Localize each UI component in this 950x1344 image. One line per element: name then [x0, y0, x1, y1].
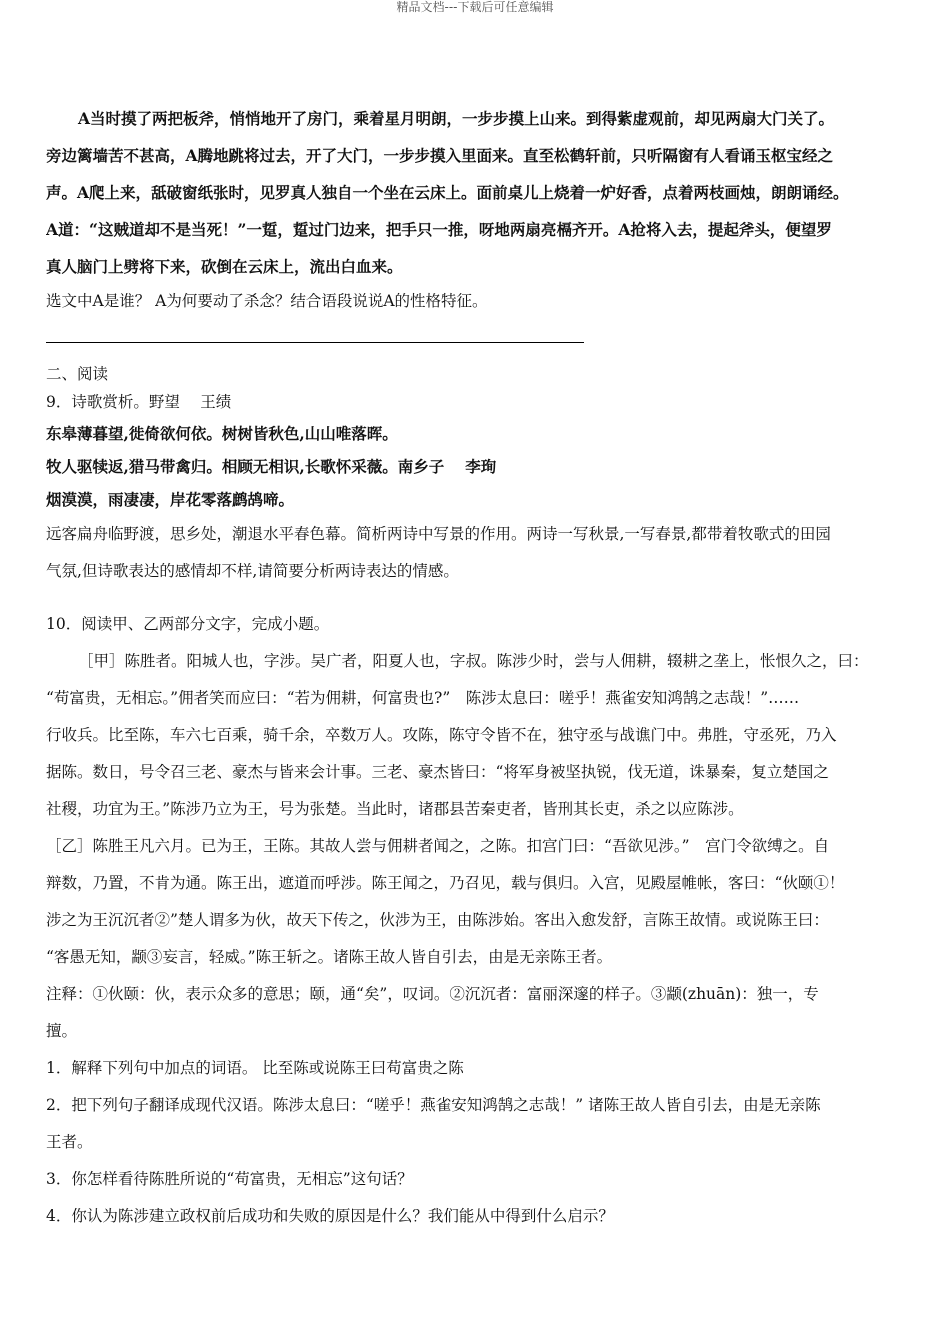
passage-a [46, 100, 908, 318]
yi-line: ［乙］陈胜王凡六月。已为王，王陈。其故人尝与佣耕者闻之，之陈。扣宫门曰：“吾欲见涉。” 宫门令欲缚之。自 [46, 837, 830, 855]
poem-line: 远客扁舟临野渡，思乡处，潮退水平春色幕。简析两诗中写景的作用。两诗一写秋景,一写春景,都带着牧歌式的田园 [46, 525, 831, 543]
poem-line: 东皋薄暮望,徙倚欲何依。树树皆秋色,山山唯落晖。 [46, 424, 398, 443]
subquestion: 2．把下列句子翻译成现代汉语。陈涉太息曰：“嗟乎！燕雀安知鸿鹄之志哉！” 诸陈王故人皆自引去，由是无亲陈 [46, 1096, 821, 1114]
subquestion: 4．你认为陈涉建立政权前后成功和失败的原因是什么？我们能从中得到什么启示？ [46, 1207, 614, 1225]
document-body [46, 100, 908, 1235]
question-a: 选文中A是谁？ A为何要动了杀念？结合语段说说A的性格特征。 [46, 292, 488, 310]
section-heading: 二、阅读 [46, 365, 109, 383]
passage-line: 真人脑门上劈将下来，砍倒在云床上，流出白血来。 [46, 257, 403, 276]
poem-line: 牧人驱犊返,猎马带禽归。相顾无相识,长歌怀采薇。南乡子 李珣 [46, 457, 497, 476]
poem-line: 气氛,但诗歌表达的感情却不样,请简要分析两诗表达的情感。 [46, 562, 459, 580]
passage-line: A当时摸了两把板斧，悄悄地开了房门，乘着星月明朗，一步步摸上山来。到得紫虚观前，却见两扇大门关了。 [78, 109, 835, 128]
q9-title: 9．诗歌赏析。野望 王绩 [46, 393, 232, 411]
yi-line: “客愚无知，颛③妄言，轻威。”陈王斩之。诸陈王故人皆自引去，由是无亲陈王者。 [46, 948, 613, 966]
section-reading [46, 361, 908, 1235]
poem-line: 烟漠漠，雨凄凄，岸花零落鹧鸪啼。 [46, 490, 295, 509]
subquestion: 3．你怎样看待陈胜所说的“苟富贵，无相忘”这句话？ [46, 1170, 413, 1188]
subquestion: 1．解释下列句中加点的词语。 比至陈或说陈王曰苟富贵之陈 [46, 1059, 464, 1077]
jia-line: 据陈。数日，号令召三老、豪杰与皆来会计事。三老、豪杰皆曰：“将军身被坚执锐，伐无道，诛暴秦，复立楚国之 [46, 763, 829, 781]
yi-line: 涉之为王沉沉者②”楚人谓多为伙，故天下传之，伙涉为王，由陈涉始。客出入愈发舒，言陈王故情。或说陈王曰： [46, 911, 829, 929]
q10-title: 10．阅读甲、乙两部分文字，完成小题。 [46, 615, 330, 633]
jia-line: ［甲］陈胜者。阳城人也，字涉。吴广者，阳夏人也，字叔。陈涉少时，尝与人佣耕，辍耕之垄上，怅恨久之，曰： [78, 652, 869, 670]
jia-line: 社稷，功宜为王。”陈涉乃立为王，号为张楚。当此时，诸郡县苦秦吏者，皆刑其长吏，杀之以应陈涉。 [46, 800, 744, 818]
yi-line: 辩数，乃置，不肯为通。陈王出，遮道而呼涉。陈王闻之，乃召见，载与俱归。入宫，见殿屋帷帐，客曰：“伙颐①！ [46, 874, 845, 892]
jia-line: “苟富贵，无相忘。”佣者笑而应曰：“若为佣耕，何富贵也?” 陈涉太息曰：嗟乎！燕雀安知鸿鹄之志哉！”…… [46, 689, 800, 707]
passage-line: A道：“这贼道却不是当死！”一踅，踅过门边来，把手只一推，呀地两扇亮槅齐开。A抢将入去，提起斧头，便望罗 [46, 220, 832, 239]
notes-line: 擅。 [46, 1022, 78, 1040]
notes-line: 注释：①伙颐：伙，表示众多的意思；颐，通“矣”，叹词。②沉沉者：富丽深邃的样子。③颛(zhuān)：独一，专 [46, 985, 819, 1003]
jia-line: 行收兵。比至陈，车六七百乘，骑千余，卒数万人。攻陈，陈守令皆不在，独守丞与战谯门中。弗胜，守丞死，乃入 [46, 726, 837, 744]
answer-line [46, 342, 584, 343]
subquestion: 王者。 [46, 1133, 93, 1151]
passage-line: 旁边篱墙苦不甚高，A腾地跳将过去，开了大门，一步步摸入里面来。直至松鹤轩前，只听隔窗有人看诵玉枢宝经之 [46, 146, 834, 165]
passage-line: 声。A爬上来，舐破窗纸张时，见罗真人独自一个坐在云床上。面前桌儿上烧着一炉好香，点着两枝画烛，朗朗诵经。 [46, 183, 849, 202]
page-watermark: 精品文档---下载后可任意编辑 [396, 0, 554, 14]
